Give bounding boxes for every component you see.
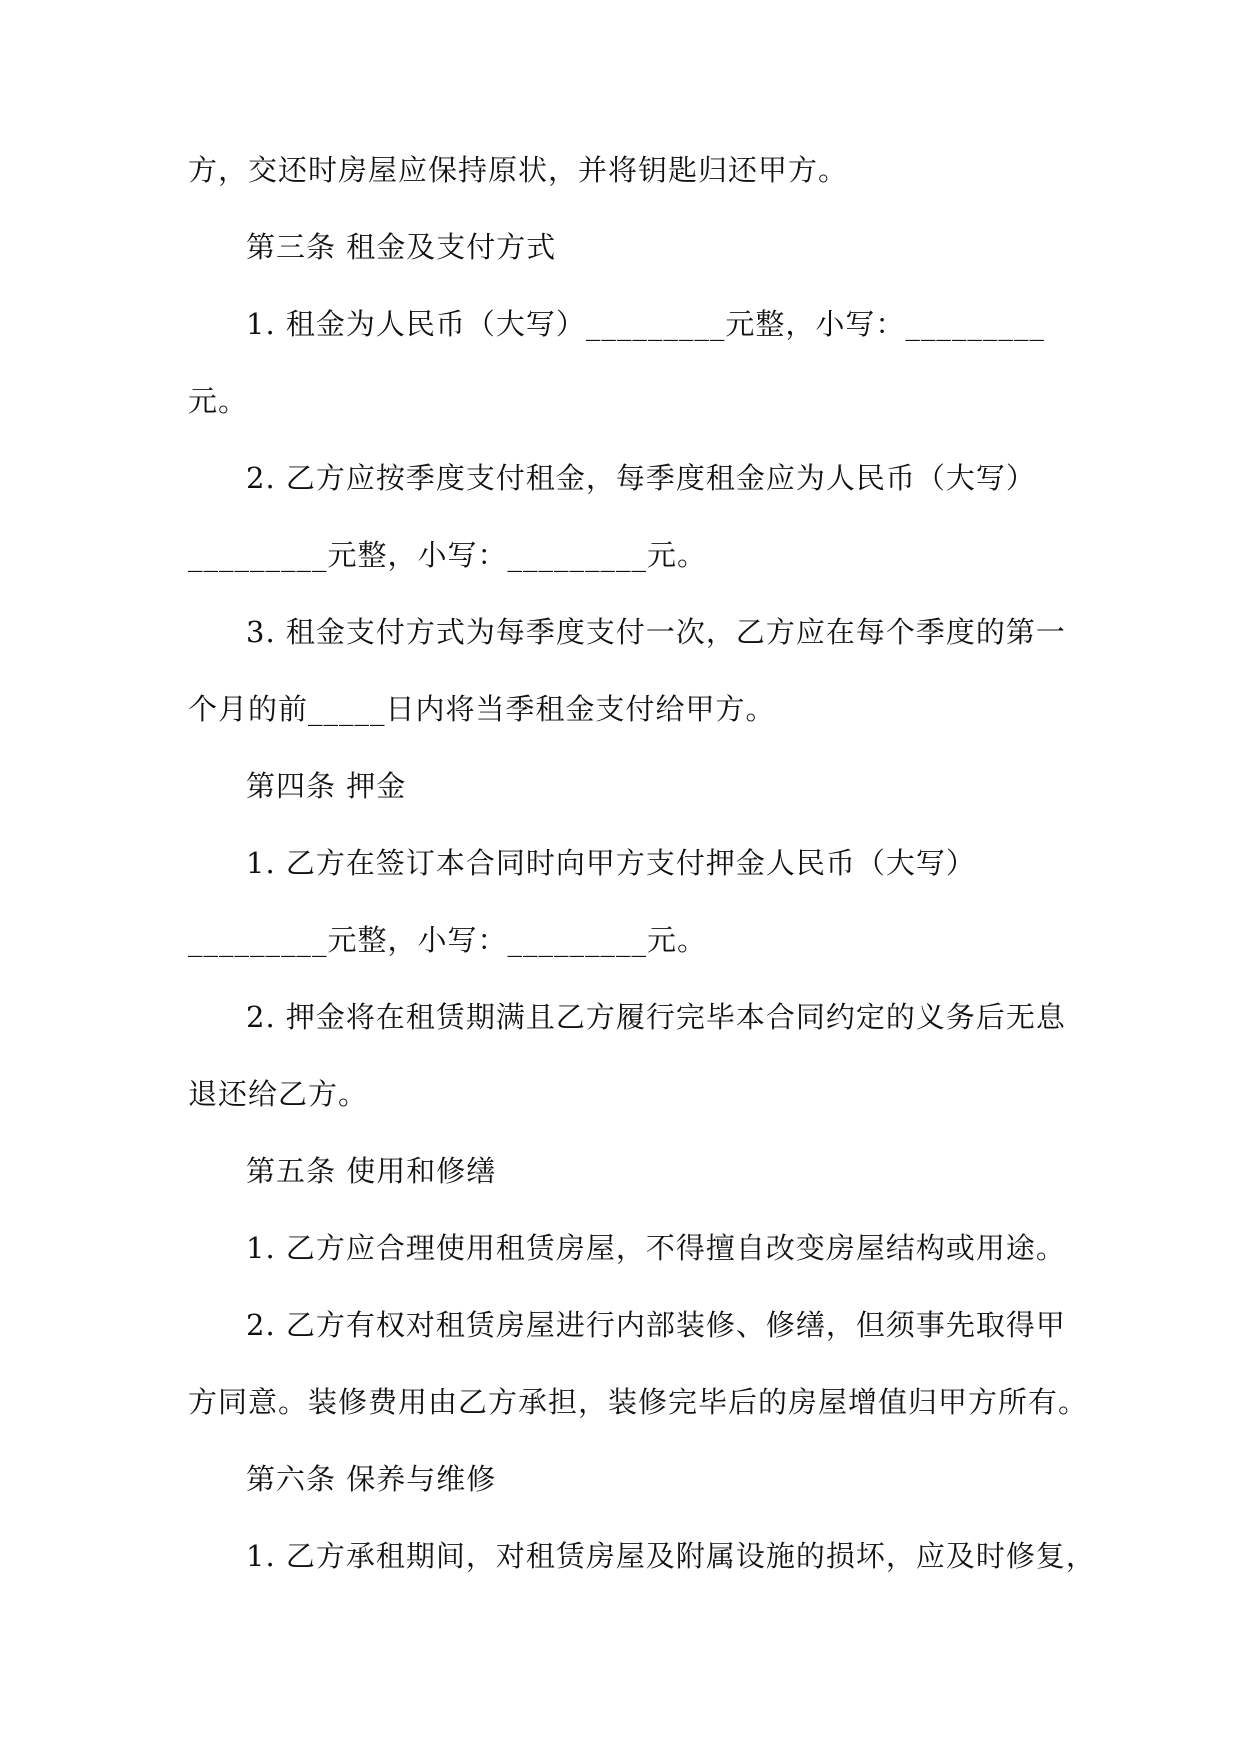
text-line: 方，交还时房屋应保持原状，并将钥匙归还甲方。 [188,153,849,187]
text-line: 1. 乙方承租期间，对租赁房屋及附属设施的损坏，应及时修复， [246,1539,1096,1573]
article-5-heading: 第五条 使用和修缮 [246,1154,497,1188]
text-line: 2. 乙方有权对租赁房屋进行内部装修、修缮，但须事先取得甲 [246,1308,1066,1342]
text-line: 1. 乙方在签订本合同时向甲方支付押金人民币（大写） [246,846,976,880]
text-line: 2. 乙方应按季度支付租金，每季度租金应为人民币（大写） [246,461,1036,495]
text-line: 1. 乙方应合理使用租赁房屋，不得擅自改变房屋结构或用途。 [246,1231,1066,1265]
text-line: 1. 租金为人民币（大写）_________元整，小写：_________ [246,307,1045,341]
text-line: 个月的前_____日内将当季租金支付给甲方。 [188,692,776,726]
text-line: _________元整，小写：_________元。 [188,923,708,957]
text-line: _________元整，小写：_________元。 [188,538,708,572]
text-line: 3. 租金支付方式为每季度支付一次，乙方应在每个季度的第一 [246,615,1066,649]
text-line: 2. 押金将在租赁期满且乙方履行完毕本合同约定的义务后无息 [246,1000,1066,1034]
article-3-heading: 第三条 租金及支付方式 [246,230,557,264]
text-line: 元。 [188,384,249,418]
article-4-heading: 第四条 押金 [246,769,407,803]
article-6-heading: 第六条 保养与维修 [246,1462,497,1496]
text-line: 方同意。装修费用由乙方承担，装修完毕后的房屋增值归甲方所有。 [188,1385,1089,1419]
text-line: 退还给乙方。 [188,1077,369,1111]
